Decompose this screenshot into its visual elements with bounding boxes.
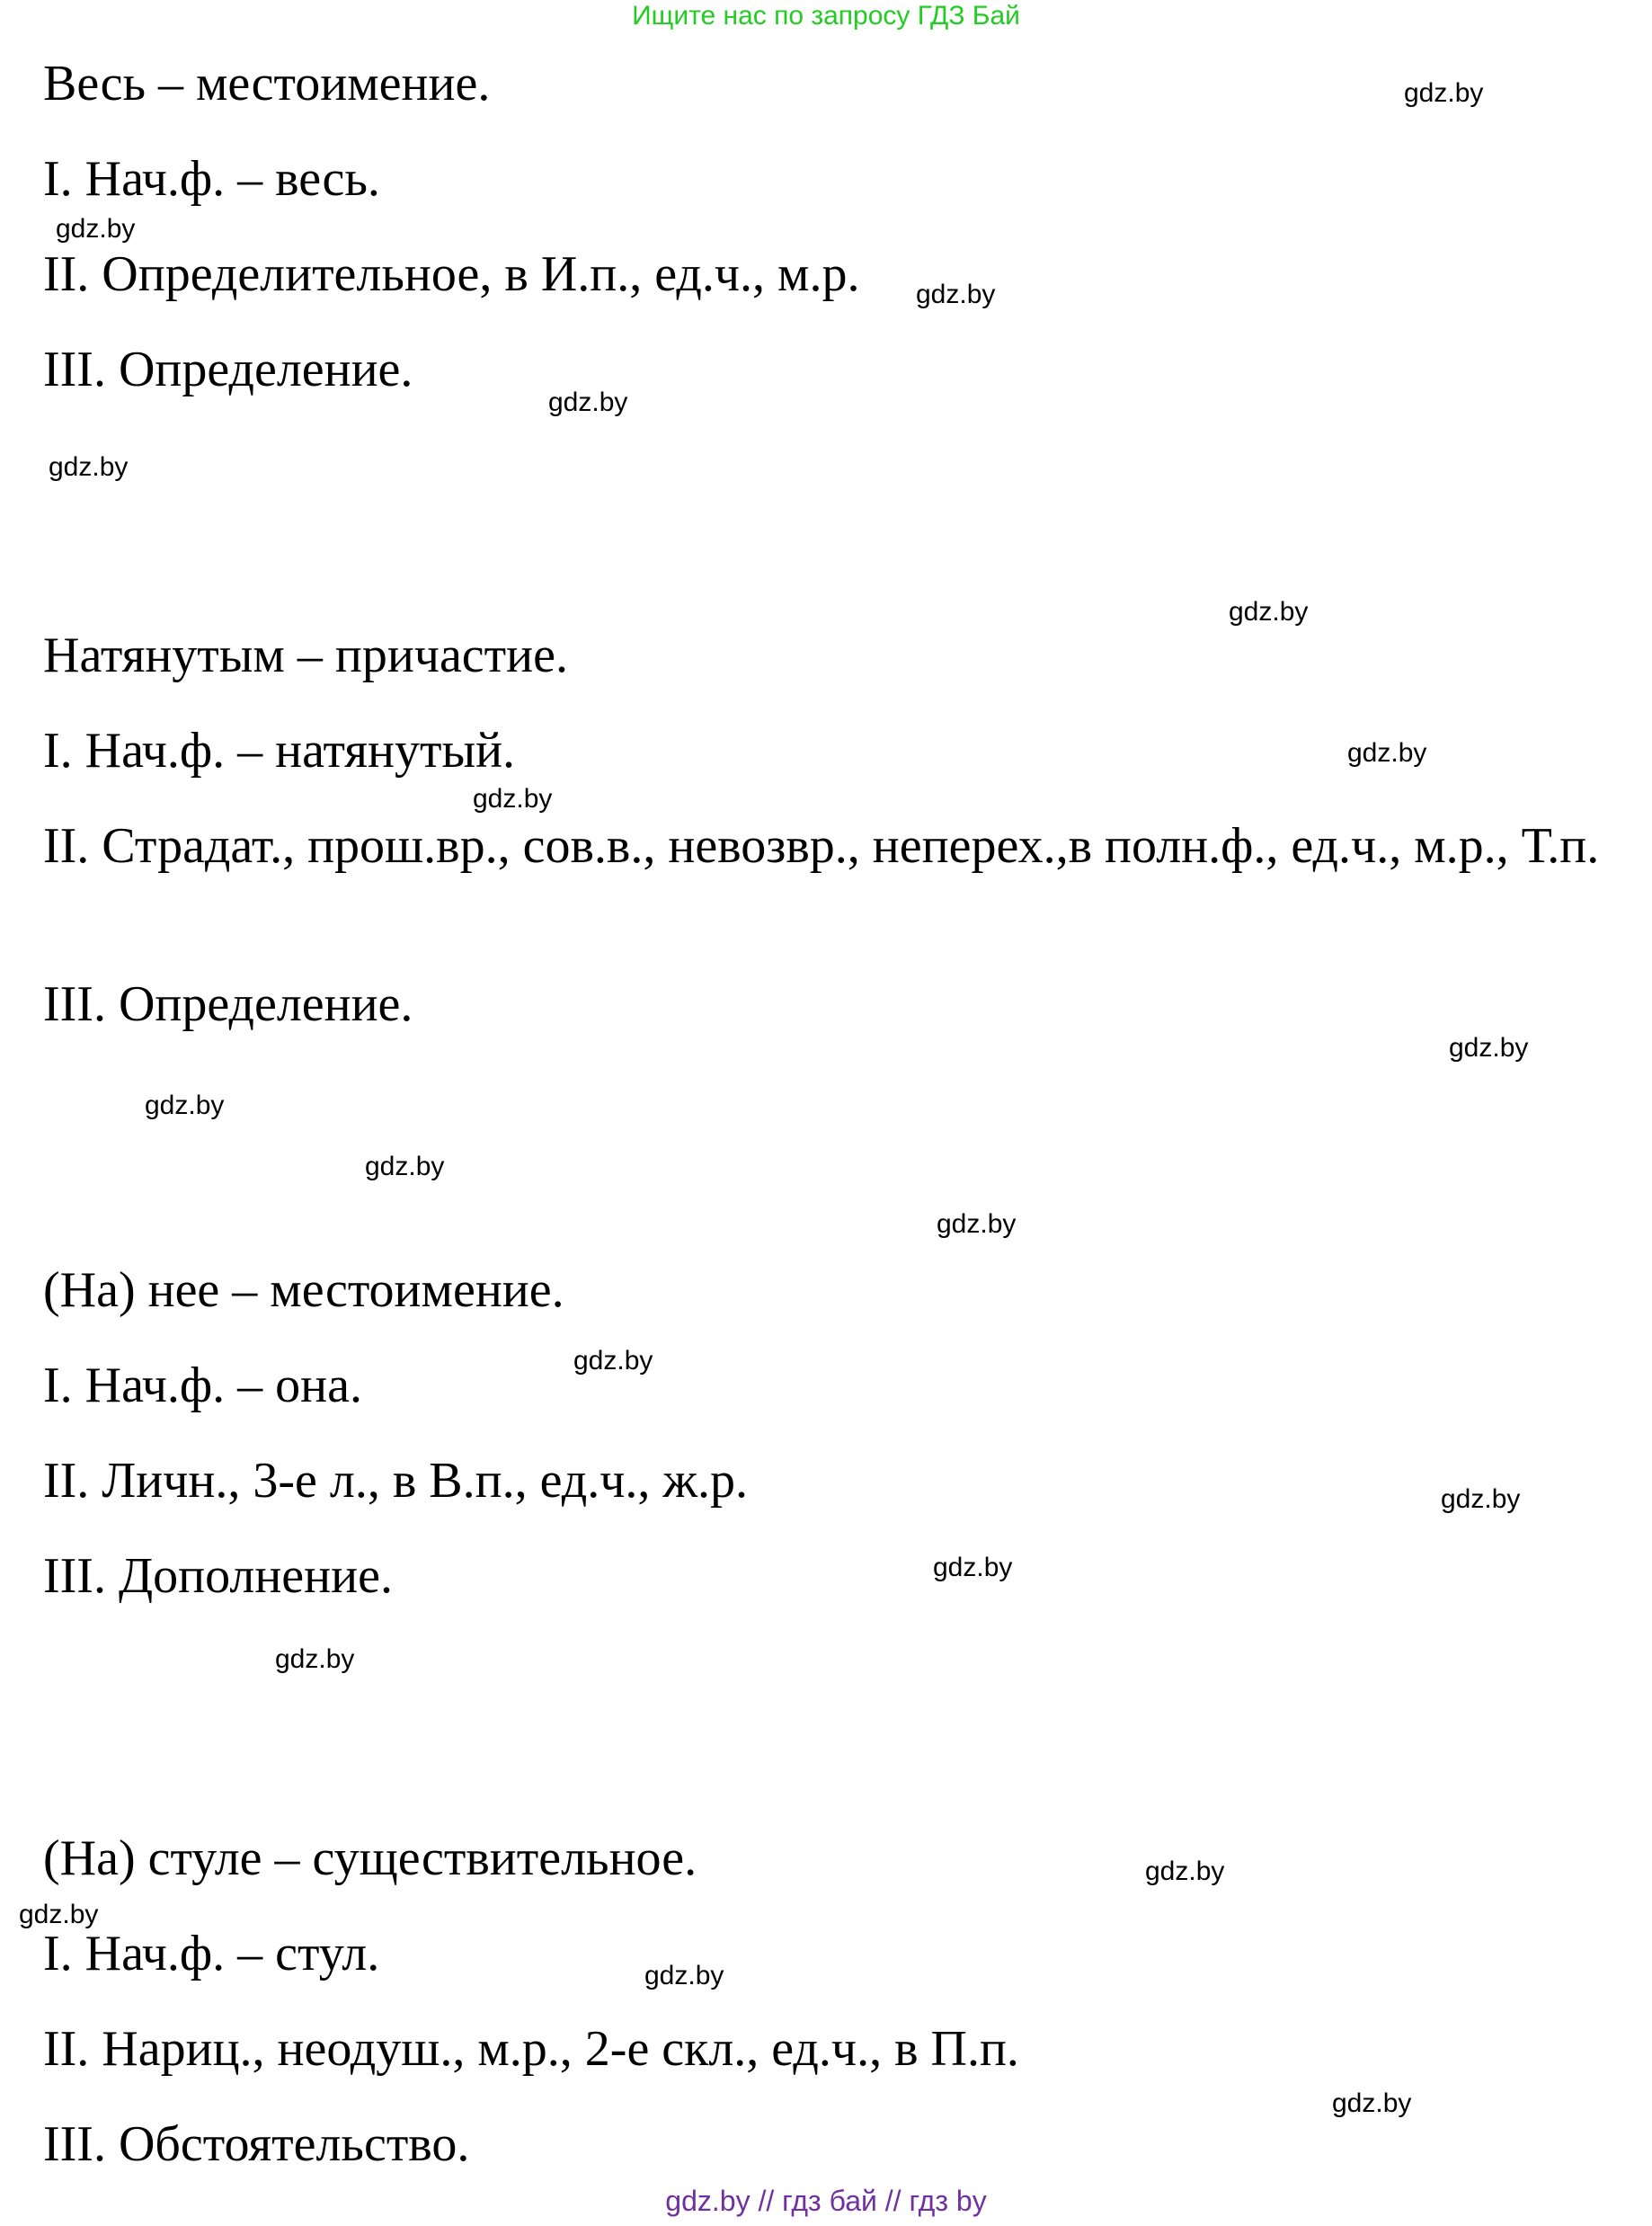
watermark: gdz.by bbox=[275, 1644, 355, 1674]
section-1-heading: Весь – местоимение. bbox=[43, 56, 491, 111]
watermark: gdz.by bbox=[49, 452, 129, 482]
watermark: gdz.by bbox=[548, 387, 628, 417]
section-3-features: II. Личн., 3-е л., в В.п., ед.ч., ж.р. bbox=[43, 1453, 749, 1509]
section-2-features: II. Страдат., прош.вр., сов.в., невозвр., неперех.,в полн.ф., ед.ч., м.р., Т.п. bbox=[43, 818, 1600, 874]
watermark: gdz.by bbox=[1229, 597, 1309, 627]
section-3-heading: (На) нее – местоимение. bbox=[43, 1262, 564, 1318]
watermark: gdz.by bbox=[1332, 2088, 1412, 2118]
watermark: gdz.by bbox=[573, 1346, 653, 1376]
section-4-heading: (На) стуле – существительное. bbox=[43, 1830, 697, 1886]
section-4-syntax-role: III. Обстоятельство. bbox=[43, 2116, 470, 2172]
watermark: gdz.by bbox=[473, 784, 553, 814]
watermark: gdz.by bbox=[1347, 738, 1427, 768]
watermark: gdz.by bbox=[365, 1152, 445, 1181]
footer-links[interactable]: gdz.by // гдз бай // гдз by bbox=[665, 2185, 987, 2217]
watermark: gdz.by bbox=[916, 280, 996, 309]
section-3-initial-form: I. Нач.ф. – она. bbox=[43, 1358, 362, 1413]
watermark: gdz.by bbox=[56, 214, 136, 244]
section-4-features: II. Нариц., неодуш., м.р., 2-е скл., ед.ч., в П.п. bbox=[43, 2021, 1019, 2077]
section-3-syntax-role: III. Дополнение. bbox=[43, 1548, 393, 1604]
section-1-features: II. Определительное, в И.п., ед.ч., м.р. bbox=[43, 246, 860, 302]
search-banner[interactable]: Ищите нас по запросу ГДЗ Бай bbox=[632, 1, 1020, 31]
watermark: gdz.by bbox=[644, 1961, 724, 1990]
watermark: gdz.by bbox=[1145, 1856, 1225, 1886]
section-4-initial-form: I. Нач.ф. – стул. bbox=[43, 1926, 380, 1981]
section-2-heading: Натянутым – причастие. bbox=[43, 628, 568, 683]
section-1-initial-form: I. Нач.ф. – весь. bbox=[43, 151, 380, 207]
section-2-syntax-role: III. Определение. bbox=[43, 976, 413, 1032]
watermark: gdz.by bbox=[1441, 1484, 1521, 1514]
watermark: gdz.by bbox=[937, 1209, 1017, 1239]
watermark: gdz.by bbox=[19, 1900, 99, 1929]
watermark: gdz.by bbox=[933, 1553, 1013, 1582]
watermark: gdz.by bbox=[1449, 1033, 1529, 1063]
watermark: gdz.by bbox=[145, 1091, 225, 1120]
section-2-initial-form: I. Нач.ф. – натянутый. bbox=[43, 723, 516, 779]
watermark: gdz.by bbox=[1404, 78, 1484, 108]
section-1-syntax-role: III. Определение. bbox=[43, 342, 413, 397]
